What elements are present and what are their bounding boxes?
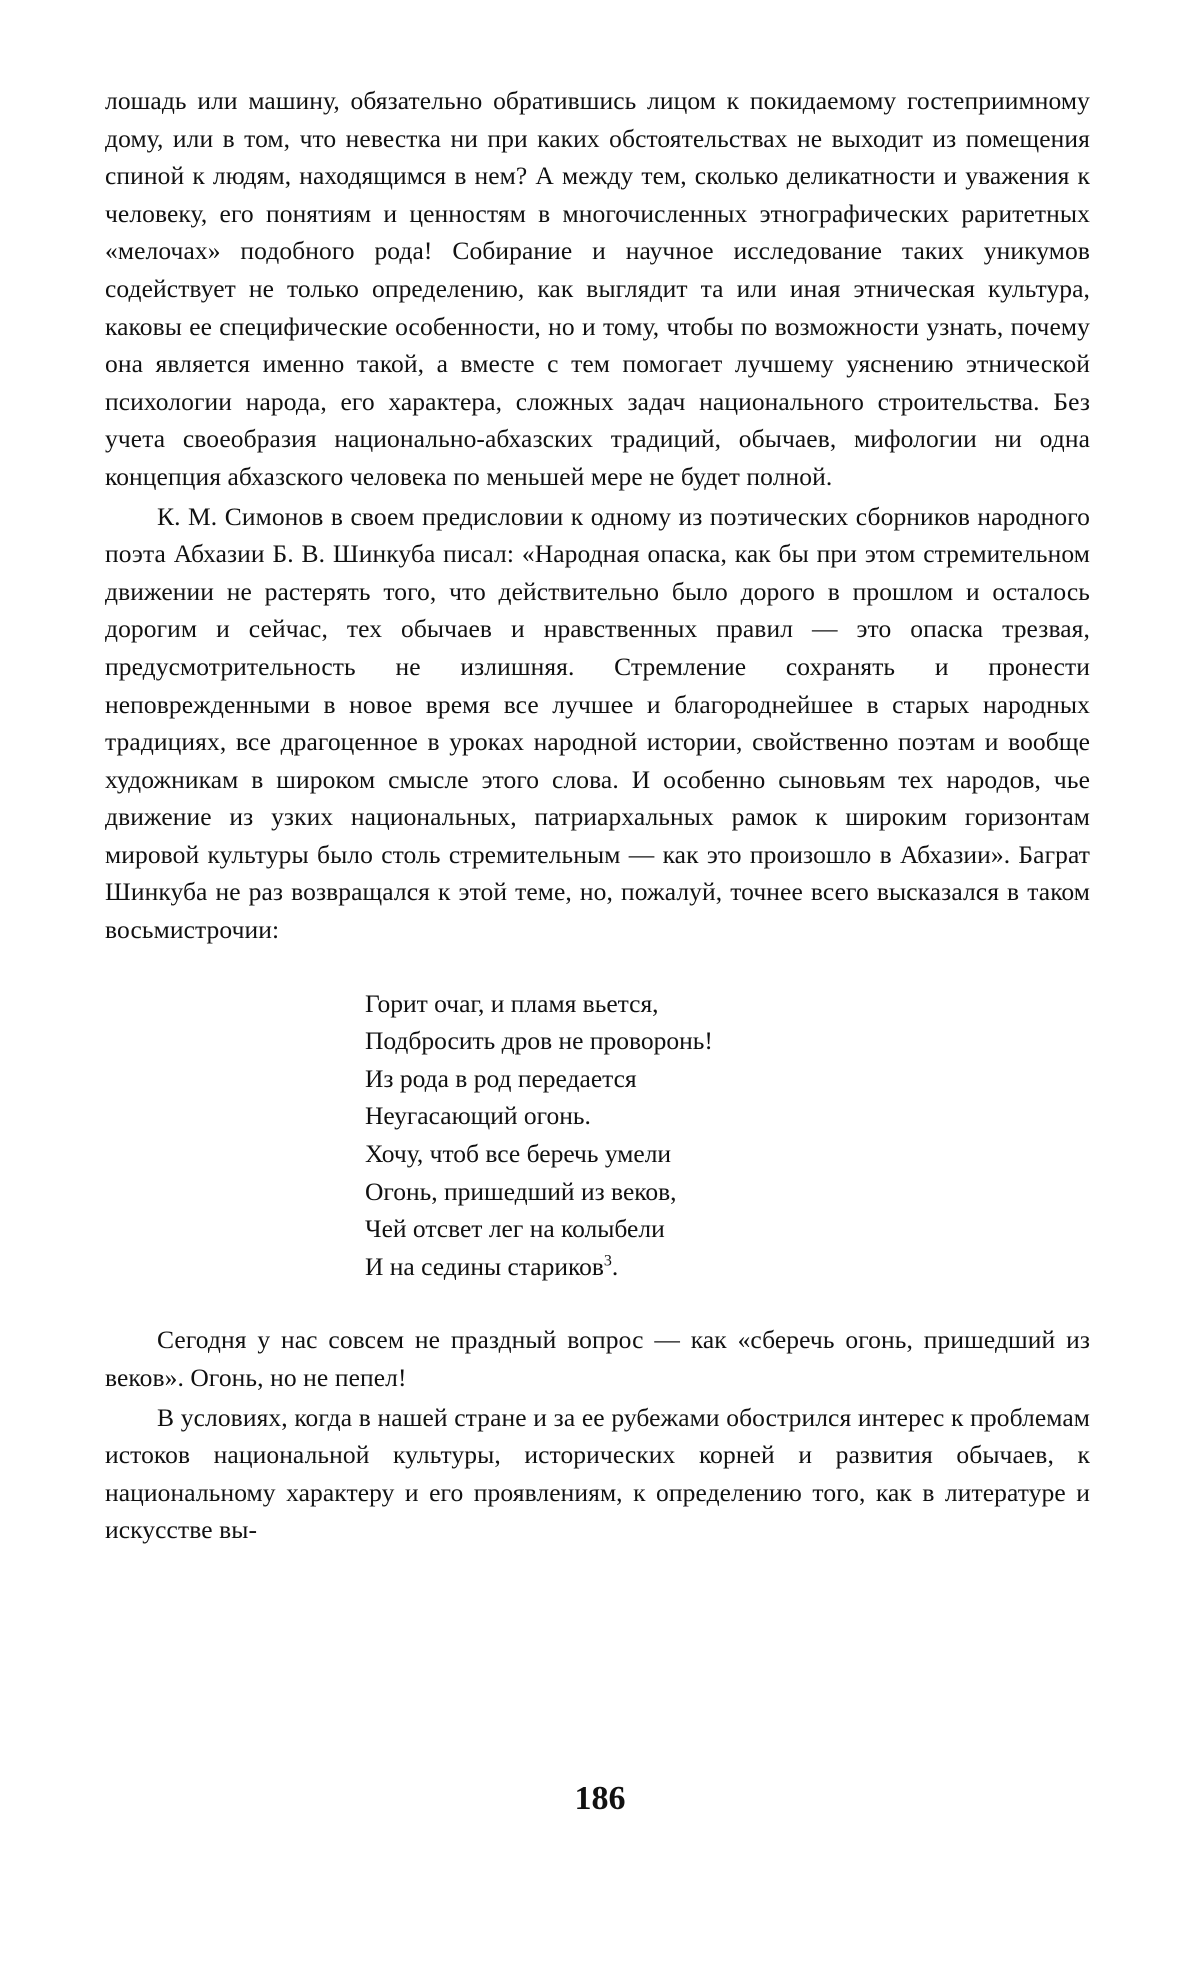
paragraph-4: В условиях, когда в нашей стране и за ее рубежами обострился интерес к проблемам истоков национальной культуры, исторических корней и развития обычаев, к национальному характеру и его проявлениям, к определению того, как в литературе и искусстве вы- — [105, 1402, 1090, 1545]
page-body — [105, 82, 1090, 1549]
poem-line-last: И на седины стариков$^3$. — [365, 1251, 619, 1281]
poem-line: Из рода в род передается — [365, 1063, 637, 1093]
poem-line: Неугасающий огонь. — [365, 1101, 591, 1131]
poem-line: Горит очаг, и пламя вьется, — [365, 988, 659, 1018]
poem-line: Огонь, пришедший из веков, — [365, 1176, 677, 1206]
paragraph-2: К. М. Симонов в своем предисловии к одному из поэтических сборников народного поэта Абхазии Б. В. Шинкуба писал: «Народная опаска, как бы при этом стремительном движении не растерять того, что действительно было дорого в прошлом и осталось дорогим и сейчас, тех обычаев и нравственных правил — это опаска трезвая, предусмотрительность не излишняя. Стремление сохранять и пронести неповрежденными в новое время все лучшее и благороднейшее в старых народных традициях, все драгоценное в уроках народной истории, свойственно поэтам и вообще художникам в широком смысле этого слова. И особенно сыновьям тех народов, чье движение из узких национальных, патриархальных рамок к широким горизонтам мировой культуры было столь стремительным — как это произошло в Абхазии». Баграт Шинкуба не раз возвращался к этой теме, но, пожалуй, точнее всего высказался в таком восьмистрочии: — [105, 501, 1090, 945]
page-number: 186 — [574, 1780, 626, 1817]
paragraph-1: лошадь или машину, обязательно обратившись лицом к покидаемому гостеприимному дому, или в том, что невестка ни при каких обстоятельствах не выходит из помещения спиной к людям, находящимся в нем? А между тем, сколько деликатности и уважения к человеку, его понятиям и ценностям в многочисленных этнографических раритетных «мелочах» подобного рода! Собирание и научное исследование таких уникумов содействует не только определению, как выглядит та или иная этническая культура, каковы ее специфические особенности, но и тому, чтобы по возможности узнать, почему она является именно такой, а вместе с тем помогает лучшему уяснению этнической психологии народа, его характера, сложных задач национального строительства. Без учета своеобразия национально-абхазских традиций, обычаев, мифологии ни одна концепция абхазского человека по меньшей мере не будет полной. — [105, 86, 1090, 491]
poem-line: Хочу, чтоб все беречь умели — [365, 1139, 672, 1169]
poem-line: Подбросить дров не проворонь! — [365, 1026, 713, 1056]
poem — [365, 985, 1090, 1286]
poem-line: Чей отсвет лег на колыбели — [365, 1214, 665, 1244]
footnote-mark: 3 — [603, 1252, 612, 1270]
poem-line-text: И на седины стариков — [365, 1251, 604, 1281]
paragraph-3: Сегодня у нас совсем не праздный вопрос — как «сберечь огонь, пришедший из веков». Огонь, но не пепел! — [105, 1325, 1090, 1392]
